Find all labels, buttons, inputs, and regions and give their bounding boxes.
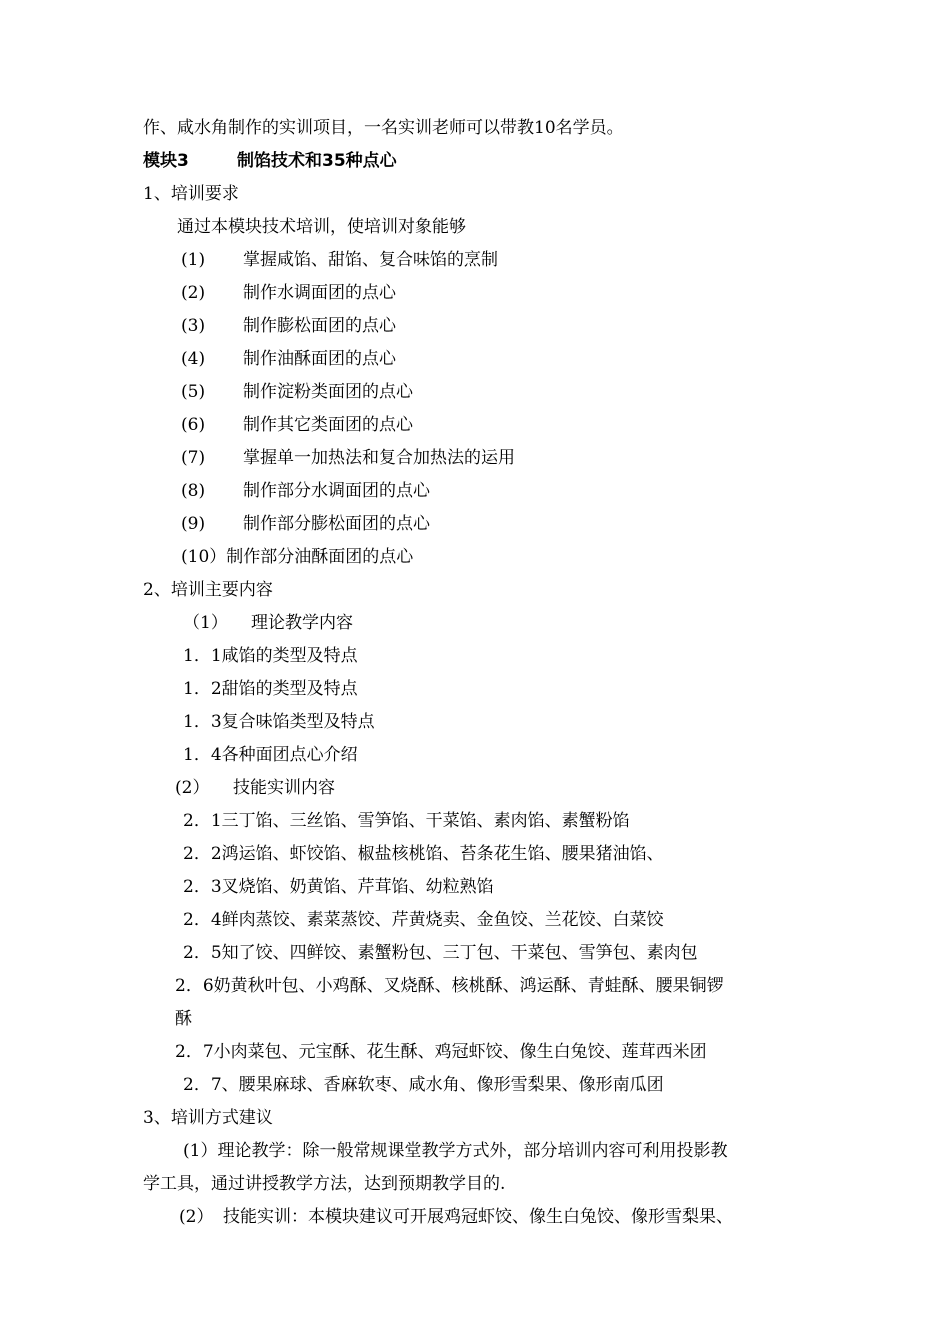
item-text: 制作膨松面团的点心 [243, 316, 396, 336]
item-number: (2) [181, 283, 206, 303]
skill-item: 2．3叉烧馅、奶黄馅、芹茸馅、幼粒熟馅 [183, 877, 494, 897]
method-paragraph-line [179, 1206, 733, 1228]
theory-item: 1．3复合味馅类型及特点 [183, 712, 375, 732]
requirement-item [181, 249, 498, 271]
skill-item: 2．2鸿运馅、虾饺馅、椒盐核桃馅、苔条花生馅、腰果猪油馅、 [183, 844, 664, 864]
skill-number: (2） [175, 778, 210, 798]
method-paragraph-line: (1）理论教学：除一般常规课堂教学方式外，部分培训内容可利用投影教 [183, 1141, 728, 1161]
requirement-item [181, 480, 430, 502]
item-text: 制作水调面团的点心 [243, 283, 396, 303]
requirement-item [181, 348, 396, 370]
requirement-item [181, 447, 515, 469]
theory-number: （1） [183, 613, 228, 633]
section2-heading: 2、培训主要内容 [143, 580, 273, 600]
skill-heading [175, 777, 335, 799]
item-text: 掌握单一加热法和复合加热法的运用 [243, 448, 515, 468]
method-number: (2） [179, 1207, 214, 1227]
theory-title: 理论教学内容 [251, 613, 353, 633]
skill-item: 2．7、腰果麻球、香麻软枣、咸水角、像形雪梨果、像形南瓜团 [183, 1075, 664, 1095]
skill-item: 2．4鲜肉蒸饺、素菜蒸饺、芹黄烧卖、金鱼饺、兰花饺、白菜饺 [183, 910, 664, 930]
theory-heading [183, 612, 353, 634]
section3-heading: 3、培训方式建议 [143, 1108, 273, 1128]
requirement-item-10: (10）制作部分油酥面团的点心 [181, 547, 414, 567]
skill-item: 2．5知了饺、四鲜饺、素蟹粉包、三丁包、干菜包、雪笋包、素肉包 [183, 943, 698, 963]
module-title: 制馅技术和35种点心 [237, 151, 397, 171]
skill-item: 2．1三丁馅、三丝馅、雪笋馅、干菜馅、素肉馅、素蟹粉馅 [183, 811, 630, 831]
requirement-item [181, 381, 413, 403]
item-number: (1) [181, 250, 206, 270]
item-number: (3) [181, 316, 206, 336]
item-number: (5) [181, 382, 206, 402]
module-heading [143, 150, 397, 172]
method-paragraph-line: 学工具，通过讲授教学方法，达到预期教学目的. [143, 1174, 506, 1194]
skill-item: 2．7小肉菜包、元宝酥、花生酥、鸡冠虾饺、像生白兔饺、莲茸西米团 [175, 1042, 707, 1062]
item-number: (7) [181, 448, 206, 468]
item-number: (4) [181, 349, 206, 369]
skill-title: 技能实训内容 [233, 778, 335, 798]
item-number: (6) [181, 415, 206, 435]
requirement-item [181, 513, 430, 535]
item-text: 掌握咸馅、甜馅、复合味馅的烹制 [243, 250, 498, 270]
requirement-item [181, 315, 396, 337]
theory-item: 1．1咸馅的类型及特点 [183, 646, 358, 666]
item-text: 制作淀粉类面团的点心 [243, 382, 413, 402]
theory-item: 1．2甜馅的类型及特点 [183, 679, 358, 699]
item-text: 制作其它类面团的点心 [243, 415, 413, 435]
method-text: 技能实训：本模块建议可开展鸡冠虾饺、像生白兔饺、像形雪梨果、 [223, 1207, 733, 1227]
module-label: 模块3 [143, 151, 189, 171]
theory-item: 1．4各种面团点心介绍 [183, 745, 358, 765]
section1-lead: 通过本模块技术培训，使培训对象能够 [177, 217, 466, 237]
skill-item-continuation: 酥 [175, 1009, 192, 1029]
intro-line: 作、咸水角制作的实训项目，一名实训老师可以带教10名学员。 [143, 118, 624, 138]
item-text: 制作部分膨松面团的点心 [243, 514, 430, 534]
item-number: (8) [181, 481, 206, 501]
item-text: 制作部分水调面团的点心 [243, 481, 430, 501]
section1-heading: 1、培训要求 [143, 184, 239, 204]
skill-item: 2．6奶黄秋叶包、小鸡酥、叉烧酥、核桃酥、鸿运酥、青蛙酥、腰果铜锣 [175, 976, 724, 996]
requirement-item [181, 282, 396, 304]
item-text: 制作油酥面团的点心 [243, 349, 396, 369]
requirement-item [181, 414, 413, 436]
item-number: (9) [181, 514, 206, 534]
